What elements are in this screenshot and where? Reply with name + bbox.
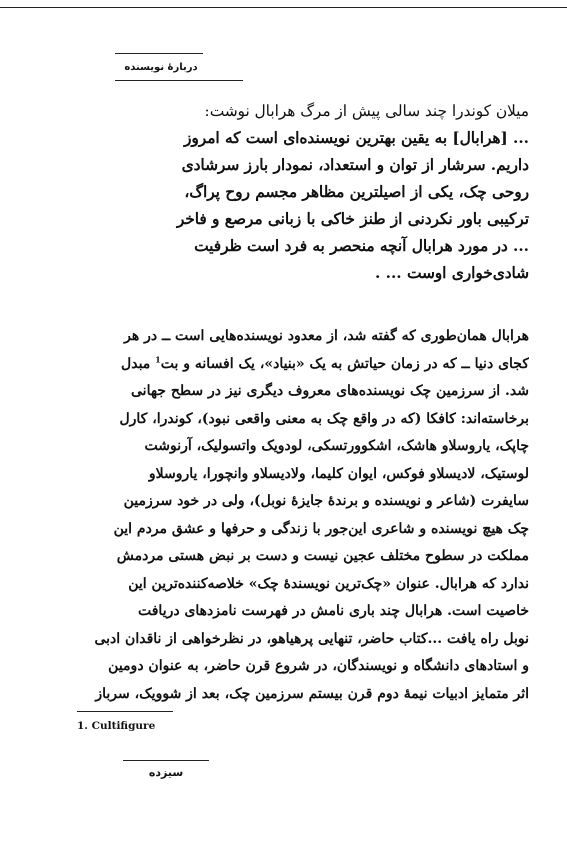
quote-block: [83, 98, 529, 287]
quote-line: ترکیبی باور نکردنی از طنز خاکی با زبانی مرصع و فاخر: [176, 210, 529, 228]
quote-line: روحی چک، یکی از اصیلترین مظاهر مجسم روح پراگ،: [184, 183, 529, 201]
page-number: سیزده: [148, 766, 184, 779]
body-line: ندارد که هرابال. عنوان «چک‌ترین نویسندهٔ چک» خلاصه‌کننده‌ترین این: [128, 575, 529, 592]
footnote-reference[interactable]: 1: [155, 353, 161, 364]
body-line: برخاسته‌اند: کافکا (که در واقع چک به معنی واقعی نبود)، کوندرا، کارل: [119, 410, 529, 427]
quote-line: داریم. سرشار از توان و استعداد، نمودار بارز سرشادی: [181, 156, 529, 174]
body-line-with-footnote: [39, 351, 529, 379]
header-rule-bottom: [115, 80, 243, 81]
quote-line: ... در مورد هرابال آنچه منحصر به فرد است ظرفیت: [194, 237, 529, 255]
quote-intro: میلان کوندرا چند سالی پیش از مرگ هرابال نوشت:: [204, 102, 529, 120]
body-line: اثر متمایز ادبیات نیمهٔ دوم قرن بیستم سرزمین چک، بعد از شوویک، سرباز: [95, 685, 529, 702]
footnote: 1. Cultifigure: [77, 720, 156, 732]
body-line: خاصیت است. هرابال چند باری نامش در فهرست نامزدهای دریافت: [137, 603, 529, 619]
page-top-border: [0, 7, 567, 8]
body-line: مملکت در سطوح مختلف عجین نیست و دست بر نبض هستی مردمش: [116, 548, 529, 564]
footnote-separator: [77, 711, 173, 712]
body-line: هرابال همان‌طوری که گفته شد، از معدود نویسنده‌هایی است ــ در هر: [124, 328, 529, 344]
header-rule-top: [115, 53, 203, 54]
body-line-part: مبدل: [121, 355, 151, 372]
body-line: چک هیچ نویسنده و شاعری این‌جور با زندگی و حرفها و عشق مردم این: [113, 520, 529, 537]
running-header: دربارهٔ نویسنده: [124, 62, 198, 73]
body-line: و استادهای دانشگاه و نویسندگان، در شروع قرن حاضر، به عنوان دومین: [108, 658, 529, 674]
body-line: نوبل راه یافت ...کتاب حاضر، تنهایی پرهیاهو، در نظرخواهی از ناقدان ادبی: [94, 630, 529, 647]
body-paragraph: [39, 323, 529, 708]
body-line: سایفرت (شاعر و نویسنده و برندهٔ جایزهٔ نوبل)، ولی در خود سرزمین: [123, 493, 529, 509]
body-line: چاپک، یاروسلاو هاشک، اشکوورتسکی، لودویک واتسولیک، آرنوشت: [144, 438, 529, 454]
body-line: شد. از سرزمین چک نویسنده‌های معروف دیگری نیز در سطح جهانی: [131, 383, 529, 399]
quote-line: ... [هرابال] به یقین بهترین نویسنده‌ای است که امروز: [183, 129, 529, 147]
quote-line: شادی‌خواری اوست ... .: [375, 264, 529, 282]
page-number-rule: [123, 760, 209, 761]
body-line: لوستیک، لادیسلاو فوکس، ایوان کلیما، ولادیسلاو وانچورا، یاروسلاو: [148, 465, 529, 482]
body-line-part: کجای دنیا ــ که در زمان حیاتش به یک «بنیاد»، یک افسانه و بت: [160, 355, 529, 372]
